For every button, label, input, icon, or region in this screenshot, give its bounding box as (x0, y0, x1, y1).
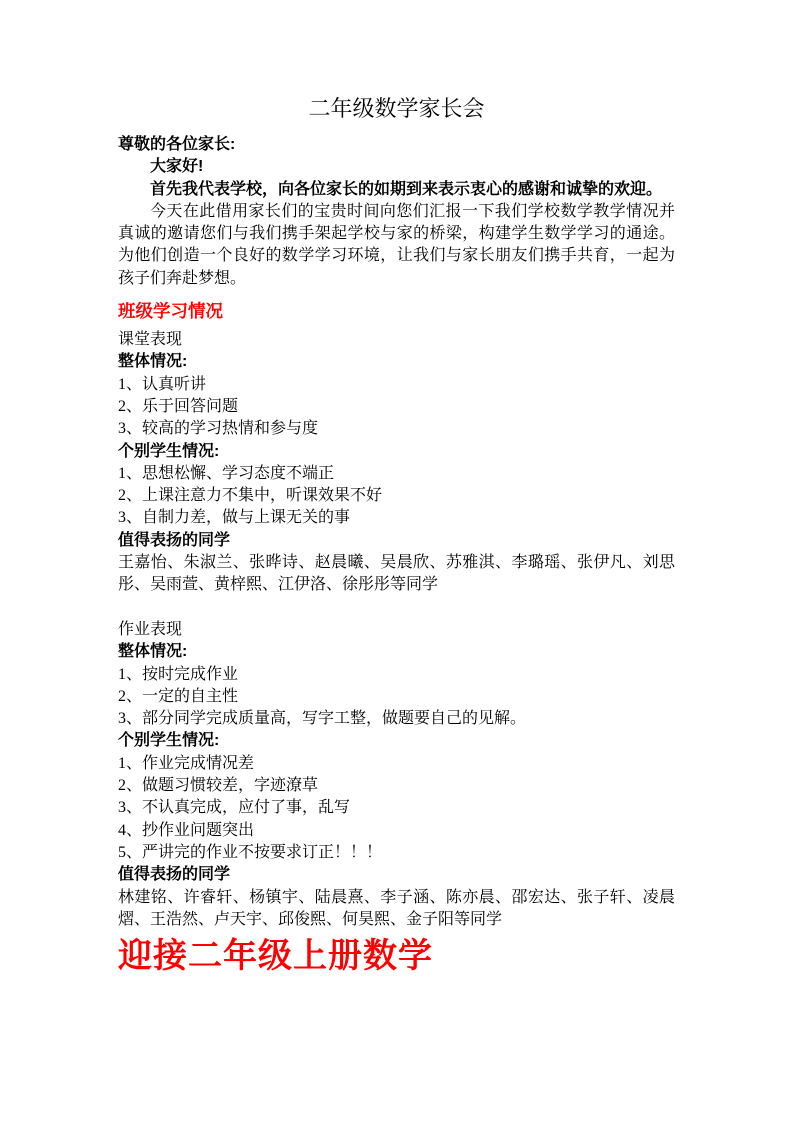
intro-welcome: 首先我代表学校，向各位家长的如期到来表示衷心的感谢和诚挚的欢迎。 (150, 180, 663, 198)
section-heading-class-study: 班级学习情况 (118, 301, 223, 322)
list-item: 3、较高的学习热情和参与度 (118, 420, 319, 438)
document-title: 二年级数学家长会 (308, 96, 485, 121)
list-item: 5、严讲完的作业不按要求订正！！！ (118, 843, 383, 861)
homework-individual-label: 个别学生情况: (118, 732, 220, 750)
list-item: 3、自制力差，做与上课无关的事 (118, 509, 351, 527)
intro-salutation: 尊敬的各位家长: (118, 136, 236, 153)
list-item: 1、认真听讲 (118, 375, 207, 393)
closing-heading: 迎接二年级上册数学 (118, 937, 433, 976)
classroom-performance-block (118, 329, 675, 597)
homework-overall-label: 整体情况: (118, 643, 188, 661)
classroom-overall-label: 整体情况: (118, 353, 188, 371)
list-item: 4、抄作业问题突出 (118, 821, 255, 839)
classroom-praise-label: 值得表扬的同学 (118, 531, 231, 549)
classroom-title: 课堂表现 (118, 331, 183, 349)
classroom-individual-label: 个别学生情况: (118, 442, 220, 460)
list-item: 1、按时完成作业 (118, 665, 239, 683)
homework-title: 作业表现 (118, 620, 183, 638)
list-item: 1、作业完成情况差 (118, 754, 255, 772)
intro-paragraph: 今天在此借用家长们的宝贵时间向您们汇报一下我们学校数学教学情况并真诚的邀请您们与我们携手架起学校与家的桥梁，构建学生数学学习的通途。为他们创造一个良好的数学学习环境，让我们与家长朋友们携手共育，一起为孩子们奔赴梦想。 (118, 202, 675, 287)
list-item: 2、做题习惯较差，字迹潦草 (118, 777, 319, 795)
list-item: 3、部分同学完成质量高，写字工整，做题要自己的见解。 (118, 710, 527, 728)
intro-greeting: 大家好! (150, 158, 204, 176)
list-item: 2、乐于回答问题 (118, 397, 239, 415)
homework-performance-block (118, 619, 675, 931)
list-item: 3、不认真完成，应付了事，乱写 (118, 799, 351, 817)
classroom-praise-names: 王嘉怡、朱淑兰、张晔诗、赵晨曦、吴晨欣、苏雅淇、李璐瑶、张伊凡、刘思彤、吴雨萱、黄梓熙、江伊洛、徐彤彤等同学 (118, 554, 675, 594)
homework-praise-label: 值得表扬的同学 (118, 866, 231, 884)
list-item: 2、一定的自主性 (118, 687, 239, 705)
homework-praise-names: 林建铭、许睿轩、杨镇宇、陆晨熹、李子涵、陈亦晨、邵宏达、张子轩、凌晨熠、王浩然、卢天宇、邱俊熙、何昊熙、金子阳等同学 (118, 888, 675, 928)
list-item: 2、上课注意力不集中，听课效果不好 (118, 487, 383, 505)
list-item: 1、思想松懈、学习态度不端正 (118, 464, 335, 482)
